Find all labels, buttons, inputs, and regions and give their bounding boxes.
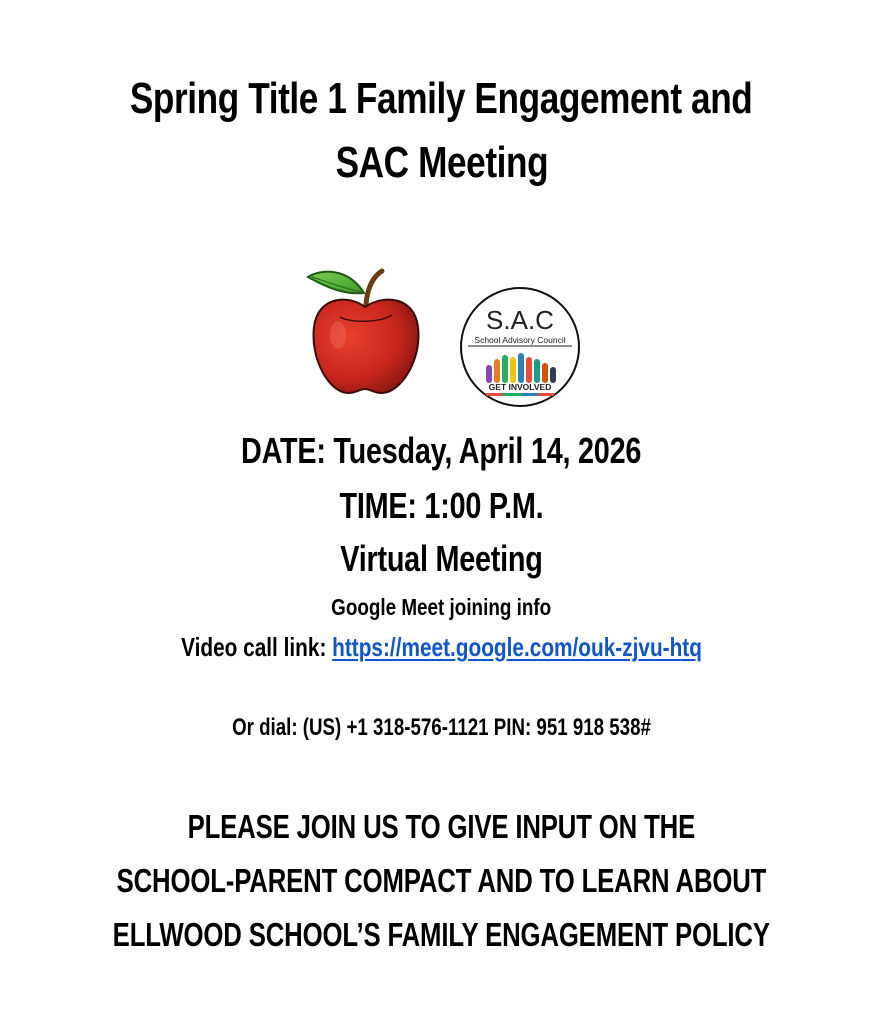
join-info-line: [0, 594, 883, 621]
dial-in-info: Or dial: (US) +1 318-576-1121 PIN: 951 918 538#: [232, 714, 651, 741]
video-call-label: Video call link:: [181, 632, 333, 662]
video-call-link[interactable]: https://meet.google.com/ouk-zjvu-htq: [332, 632, 702, 662]
meeting-format: Virtual Meeting: [340, 538, 543, 579]
apple-icon: [300, 265, 430, 400]
logos-row: [0, 265, 883, 415]
footer-text-3: ELLWOOD SCHOOL’S FAMILY ENGAGEMENT POLICY: [112, 916, 771, 953]
title-line-1: [0, 74, 883, 124]
footer-text-1: PLEASE JOIN US TO GIVE INPUT ON THE: [187, 808, 696, 845]
video-line: [0, 632, 883, 663]
page-title-second-line: SAC Meeting: [335, 138, 548, 187]
title-line-2: [0, 138, 883, 188]
footer-line-2: [0, 862, 883, 900]
footer-text-2: SCHOOL-PARENT COMPACT AND TO LEARN ABOUT: [116, 862, 767, 899]
sac-subtitle: School Advisory Council: [474, 335, 566, 345]
sac-letters: S.A.C: [486, 305, 554, 335]
meeting-date: DATE: Tuesday, April 14, 2026: [241, 430, 642, 471]
format-line: [0, 538, 883, 580]
meeting-time: TIME: 1:00 P.M.: [339, 485, 544, 526]
sac-logo: [458, 285, 582, 409]
footer-line-1: [0, 808, 883, 846]
video-call-row: [181, 632, 702, 663]
page-title: Spring Title 1 Family Engagement and: [130, 74, 753, 123]
join-info: Google Meet joining info: [331, 594, 552, 620]
sac-tagline: GET INVOLVED: [488, 382, 552, 392]
footer-line-3: [0, 916, 883, 954]
date-line: [0, 430, 883, 472]
dial-line: [0, 714, 883, 742]
time-line: [0, 485, 883, 527]
